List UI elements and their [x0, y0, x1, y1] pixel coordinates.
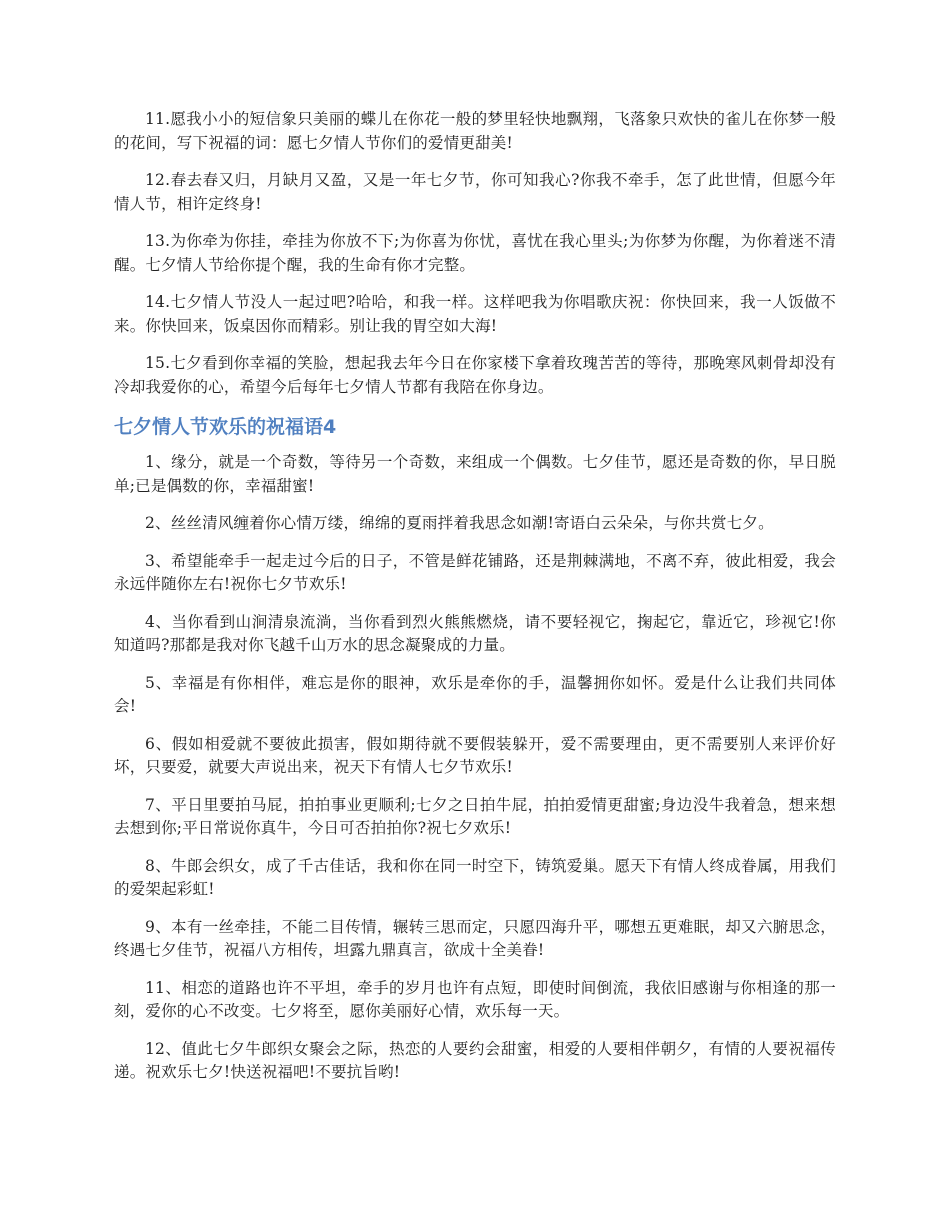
wish-2: 2、丝丝清风缠着你心情万缕，绵绵的夏雨拌着我思念如潮!寄语白云朵朵，与你共赏七夕。: [145, 514, 774, 532]
wish-12: 12、值此七夕牛郎织女聚会之际，热恋的人要约会甜蜜，相爱的人要相伴朝夕，有情的人要祝福传递。祝欢乐七夕!快送祝福吧!不要抗旨哟!: [114, 1039, 836, 1081]
paragraph-12: 12.春去春又归，月缺月又盈，又是一年七夕节，你可知我心?你我不牵手，怎了此世情，但愿今年情人节，相许定终身!: [114, 171, 836, 213]
wish-7: 7、平日里要拍马屁，拍拍事业更顺利;七夕之日拍牛屁，拍拍爱情更甜蜜;身边没牛我着急，想来想去想到你;平日常说你真牛，今日可否拍拍你?祝七夕欢乐!: [114, 795, 836, 837]
paragraph-11: 11.愿我小小的短信象只美丽的蝶儿在你花一般的梦里轻快地飘翔，飞落象只欢快的雀儿在你梦一般的花间，写下祝福的词：愿七夕情人节你们的爱情更甜美!: [114, 110, 836, 152]
wish-5: 5、幸福是有你相伴，难忘是你的眼神，欢乐是牵你的手，温馨拥你如怀。爱是什么让我们共同体会!: [114, 673, 836, 715]
wish-4: 4、当你看到山涧清泉流淌，当你看到烈火熊熊燃烧，请不要轻视它，掬起它，靠近它，珍视它!你知道吗?那都是我对你飞越千山万水的思念凝聚成的力量。: [114, 612, 836, 654]
paragraph-15: 15.七夕看到你幸福的笑脸，想起我去年今日在你家楼下拿着玫瑰苦苦的等待，那晚寒风刺骨却没有冷却我爱你的心，希望今后每年七夕情人节都有我陪在你身边。: [114, 354, 836, 396]
wish-11: 11、相恋的道路也许不平坦，牵手的岁月也许有点短，即使时间倒流，我依旧感谢与你相逢的那一刻，爱你的心不改变。七夕将至，愿你美丽好心情，欢乐每一天。: [114, 978, 836, 1020]
wish-6: 6、假如相爱就不要彼此损害，假如期待就不要假装躲开，爱不需要理由，更不需要别人来评价好坏，只要爱，就要大声说出来，祝天下有情人七夕节欢乐!: [114, 734, 836, 776]
wish-9: 9、本有一丝牵挂，不能二目传情，辗转三思而定，只愿四海升平，哪想五更难眠，却又六腑思念，终遇七夕佳节，祝福八方相传，坦露九鼎真言，欲成十全美眷!: [114, 917, 836, 959]
paragraph-13: 13.为你牵为你挂，牵挂为你放不下;为你喜为你忧，喜忧在我心里头;为你梦为你醒，为你着迷不清醒。七夕情人节给你提个醒，我的生命有你才完整。: [114, 232, 836, 274]
wish-3: 3、希望能牵手一起走过今后的日子，不管是鲜花铺路，还是荆棘满地，不离不弃，彼此相爱，我会永远伴随你左右!祝你七夕节欢乐!: [114, 551, 836, 593]
wish-8: 8、牛郎会织女，成了千古佳话，我和你在同一时空下，铸筑爱巢。愿天下有情人终成眷属，用我们的爱架起彩虹!: [114, 856, 836, 898]
section-title: 七夕情人节欢乐的祝福语4: [114, 416, 337, 438]
document-page: [114, 108, 836, 1099]
wish-1: 1、缘分，就是一个奇数，等待另一个奇数，来组成一个偶数。七夕佳节，愿还是奇数的你，早日脱单;已是偶数的你，幸福甜蜜!: [114, 453, 836, 495]
paragraph-14: 14.七夕情人节没人一起过吧?哈哈，和我一样。这样吧我为你唱歌庆祝：你快回来，我一人饭做不来。你快回来，饭桌因你而精彩。别让我的胃空如大海!: [114, 293, 836, 335]
